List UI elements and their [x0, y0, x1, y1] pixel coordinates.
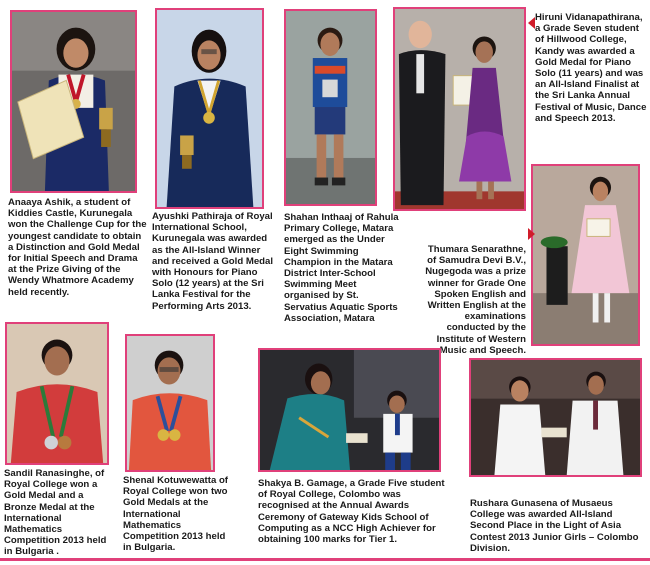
photo-thumara: [531, 164, 640, 346]
photo-shakya: [258, 348, 441, 472]
caption-shakya: Shakya B. Gamage, a Grade Five student of Royal College, Colombo was recognised at the Annual Awards Ceremony of Gateway Kids School of Computing as a NCC High Achiever for obtaining 100 marks for Tier 1.: [258, 478, 445, 546]
photo-hiruni: [393, 7, 526, 211]
caption-thumara: Thumara Senarathne, of Samudra Devi B.V., Nugegoda was a prize winner for Grade One Spoken English and Written English at the examinations conducted by the Institute of Western Music and Speech.: [425, 244, 526, 356]
caption-rushara: Rushara Gunasena of Musaeus College was awarded All-Island Second Place in the Light of Asia Contest 2013 Junior Girls – Colombo Division.: [470, 498, 639, 554]
photo-anaaya: [10, 10, 137, 193]
photo-rushara: [469, 358, 642, 477]
photo-shahan: [284, 9, 377, 206]
caption-shenal: Shenal Kotuwewatta of Royal College won two Gold Medals at the International Mathematics Competition 2013 held in Bulgaria.: [123, 475, 229, 554]
caption-ayushki: Ayushki Pathiraja of Royal International School, Kurunegala was awarded as the All-Island Winner and received a Gold Medal with Honours for Piano Solo (12 years) at the Sri Lanka Festival for the Performing Arts 2013.: [152, 211, 274, 312]
caption-sandil: Sandil Ranasinghe, of Royal College won a Gold Medal and a Bronze Medal at the International Mathematics Competition 2013 held in Bulgaria .: [4, 468, 107, 558]
photo-ayushki: [155, 8, 264, 209]
photo-shenal: [125, 334, 215, 472]
caption-hiruni: Hiruni Vidanapathirana, a Grade Seven student of Hillwood College, Kandy was awarded a Gold Medal for Piano Solo (11 years) and was an All-Island Finalist at the Sri Lanka Annual Festival of Music, Dance and Speech 2013.: [535, 12, 647, 124]
caption-shahan: Shahan Inthaaj of Rahula Primary College, Matara emerged as the Under Eight Swimming Champion in the Matara District Inter-School Swimming Meet organised by St. Servatius Aquatic Sports Association, Matara: [284, 212, 399, 324]
bottom-divider: [0, 558, 650, 561]
photo-sandil: [5, 322, 109, 465]
caption-marker-thumara: [528, 228, 535, 240]
caption-marker-hiruni: [528, 17, 535, 29]
caption-anaaya: Anaaya Ashik, a student of Kiddies Castle, Kurunegala won the Challenge Cup for the youngest candidate to obtain a Distinction and Gold Medal for Initial Speech and Drama at the Prize Giving of the Wendy Whatmore Academy held recently.: [8, 197, 147, 298]
